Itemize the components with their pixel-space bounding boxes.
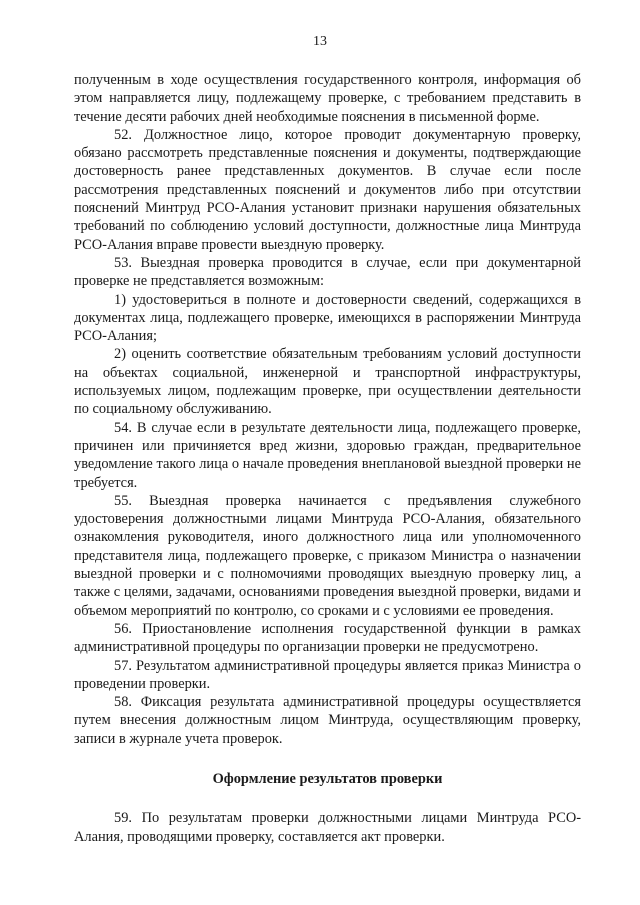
paragraph-53: 53. Выездная проверка проводится в случае, если при документарной проверке не представляется возможным: xyxy=(74,254,581,290)
paragraph-54: 54. В случае если в результате деятельности лица, подлежащего проверке, причинен или причиняется вред жизни, здоровью граждан, предварительное уведомление такого лица о начале проведения внеплановой выездной проверки не требуется. xyxy=(74,419,581,491)
paragraph-53-item-2: 2) оценить соответствие обязательным требованиям условий доступности на объектах социальной, инженерной и транспортной инфраструктуры, используемых лицом, подлежащим проверке, при осуществлении деятельности по социальному обслуживанию. xyxy=(74,346,581,418)
paragraph-55: 55. Выездная проверка начинается с предъявления служебного удостоверения должностными лицами Минтруда РСО-Алания, обязательного ознакомления руководителя, иного должностного лица или уполномоченного представителя лица, подлежащего проверке, с приказом Министра о назначении выездной проверки и с полномочиями проводящих выездную проверку лиц, а также с целями, задачами, основаниями проведения выездной проверки, видами и объемом мероприятий по контролю, со сроками и с условиями ее проведения. xyxy=(74,492,581,619)
paragraph-52: 52. Должностное лицо, которое проводит документарную проверку, обязано рассмотреть представленные пояснения и документы, подтверждающие достоверность ранее представленных документов. В случае если после рассмотрения представленных пояснений и документов либо при отсутствии пояснений Минтруд РСО-Алания установит признаки нарушения обязательных требований по соблюдению условий доступности, должностные лица Минтруда РСО-Алания вправе провести выездную проверку. xyxy=(74,126,581,253)
section-heading: Оформление результатов проверки xyxy=(212,770,443,787)
page-number: 13 xyxy=(313,34,327,49)
paragraph-58: 58. Фиксация результата административной процедуры осуществляется путем внесения должностным лицом Минтруда, осуществляющим проверку, записи в журнале учета проверок. xyxy=(74,694,581,747)
paragraph-56: 56. Приостановление исполнения государственной функции в рамках административной процедуры по организации проверки не предусмотрено. xyxy=(74,620,581,656)
paragraph-53-item-1: 1) удостовериться в полноте и достоверности сведений, содержащихся в документах лица, подлежащего проверке, имеющихся в распоряжении Минтруда РСО-Алания; xyxy=(74,291,581,345)
paragraph-57: 57. Результатом административной процедуры является приказ Министра о проведении проверки. xyxy=(74,657,581,692)
paragraph-59: 59. По результатам проверки должностными лицами Минтруда РСО-Алания, проводящими проверку, составляется акт проверки. xyxy=(74,810,581,845)
document-body xyxy=(74,71,581,846)
paragraph-continuation: полученным в ходе осуществления государственного контроля, информация об этом направляется лицу, подлежащему проверке, с требованием представить в течение десяти рабочих дней необходимые пояснения в письменной форме. xyxy=(74,72,581,125)
